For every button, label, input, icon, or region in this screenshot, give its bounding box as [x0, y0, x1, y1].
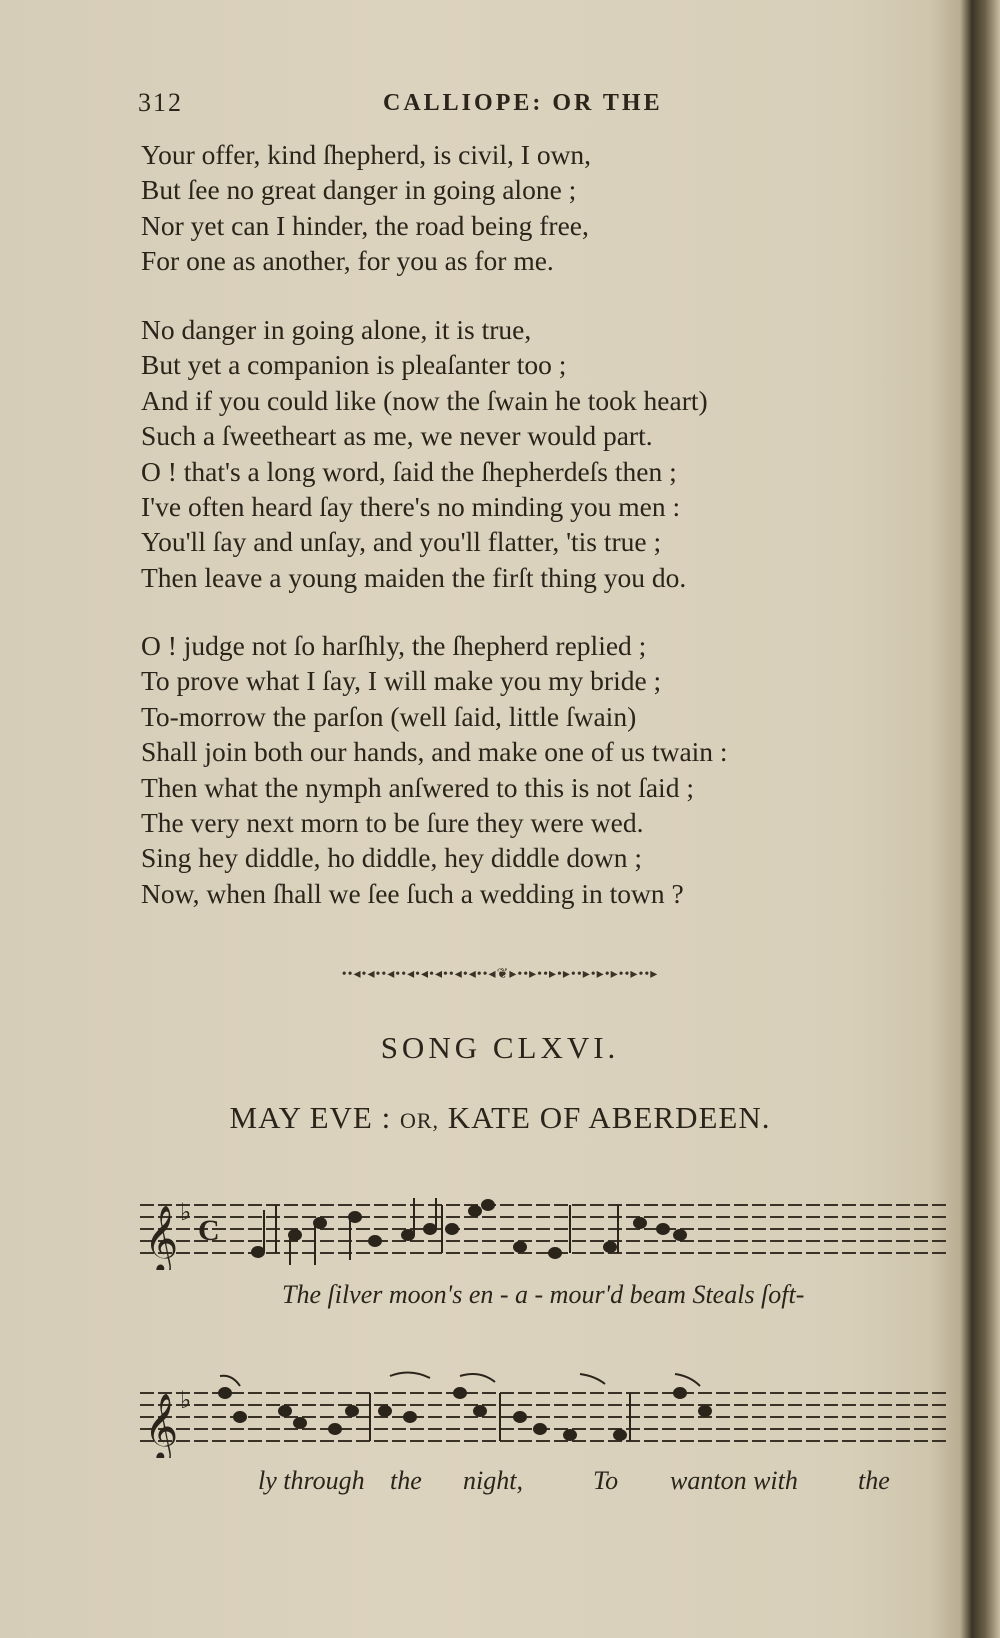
verse-line: And if you could like (now the ſwain he took heart) [141, 384, 708, 416]
notes [252, 1198, 686, 1265]
verse-line: Nor yet can I hinder, the road being free, [141, 209, 589, 241]
verse-line: Shall join both our hands, and make one of us twain : [141, 736, 728, 768]
lyrics-line-1: The ſilver moon's en - a - mour'd beam Steals ſoft- [282, 1280, 805, 1309]
lyric-word: ly through [258, 1466, 365, 1495]
subtitle-part: MAY EVE : [229, 1100, 392, 1135]
subtitle-or: OR, [399, 1108, 440, 1133]
lyric-word: night, [463, 1466, 523, 1495]
running-title: CALLIOPE: OR THE [383, 90, 663, 116]
verse-line: Then leave a young maiden the firſt thing you do. [141, 561, 687, 593]
notes [219, 1388, 711, 1441]
page-number: 312 [138, 88, 183, 117]
flat-icon: ♭ [180, 1200, 192, 1226]
stanza-3 [141, 628, 728, 911]
verse-line: You'll ſay and unſay, and you'll flatter, 'tis true ; [141, 526, 662, 558]
verse-line: I've often heard ſay there's no minding you men : [141, 490, 681, 522]
stanza-2 [141, 312, 708, 595]
verse-line: Now, when ſhall we ſee ſuch a wedding in town ? [141, 877, 684, 909]
music-staff-1 [140, 1180, 950, 1270]
verse-line: Your offer, kind ſhepherd, is civil, I own, [141, 139, 592, 170]
verse-line: To-morrow the parſon (well ſaid, little ſwain) [141, 700, 637, 732]
lyric-word: the [858, 1466, 890, 1495]
verse-line: Sing hey diddle, ho diddle, hey diddle down ; [141, 842, 643, 874]
music-staff-2 [140, 1368, 950, 1458]
verse-line: For one as another, for you as for me. [141, 245, 554, 277]
verse-line: To prove what I ſay, I will make you my bride ; [141, 665, 662, 697]
lyric-word: wanton with [670, 1466, 798, 1495]
verse-line: Such a ſweetheart as me, we never would part. [141, 420, 653, 452]
ornamental-divider: ••◂•◂••◂••◂•◂•◂••◂•◂••◂❦▸••▸••▸•▸••▸•▸•▸••▸••▸ [341, 967, 659, 982]
verse-line: O ! judge not ſo harſhly, the ſhepherd replied ; [141, 630, 647, 661]
treble-clef-icon: 𝄞 [144, 1206, 179, 1270]
flat-icon: ♭ [180, 1388, 192, 1414]
verse-line: O ! that's a long word, ſaid the ſhepherdeſs then ; [141, 455, 677, 487]
verse-line: But ſee no great danger in going alone ; [141, 174, 577, 206]
verse-line: No danger in going alone, it is true, [141, 314, 532, 345]
slurs [220, 1372, 700, 1386]
verse-line: But yet a companion is pleaſanter too ; [141, 349, 567, 381]
lyric-word: To [593, 1466, 619, 1495]
subtitle-part: KATE OF ABERDEEN. [447, 1100, 771, 1135]
stanza-1 [141, 137, 591, 279]
song-subtitle [0, 1100, 1000, 1136]
verse-line: The very next morn to be ſure they were wed. [141, 806, 644, 838]
verse-line: Then what the nymph anſwered to this is not ſaid ; [141, 771, 694, 803]
treble-clef-icon: 𝄞 [144, 1394, 179, 1458]
song-title: SONG CLXVI. [380, 1030, 620, 1065]
lyric-word: the [390, 1466, 422, 1495]
common-time-icon: C [198, 1214, 220, 1247]
